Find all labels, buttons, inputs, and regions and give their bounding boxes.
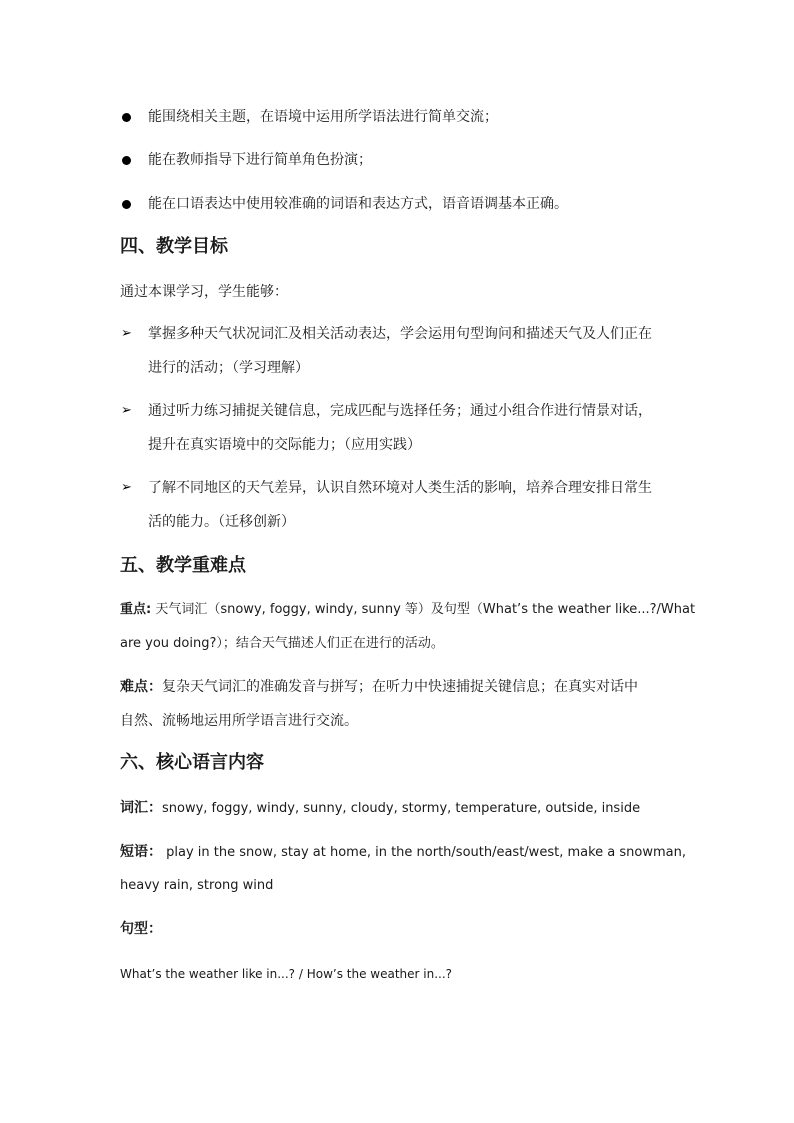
bullet-item: 能围绕相关主题，在语境中运用所学语法进行简单交流； (148, 109, 498, 125)
objective-item-line: 通过听力练习捕捉关键信息，完成匹配与选择任务；通过小组合作进行情景对话， (148, 403, 652, 419)
objective-item-line: 进行的活动；（学习理解） (148, 360, 309, 376)
vocabulary-text: snowy, foggy, windy, sunny, cloudy, stormy, temperature, outside, inside (162, 801, 641, 816)
section-heading-core-language: 六、核心语言内容 (120, 752, 264, 773)
objective-item-line: 活的能力。（迁移创新） (148, 514, 295, 530)
bullet-icon (122, 156, 131, 165)
key-point-text: 天气词汇（snowy, foggy, windy, sunny 等）及句型（What’s the weather like...?/What (155, 602, 696, 617)
objective-item-line: 了解不同地区的天气差异，认识自然环境对人类生活的影响，培养合理安排日常生 (148, 480, 652, 496)
phrase-label: 短语： (120, 844, 162, 860)
sentence-pattern-label: 句型： (120, 921, 162, 937)
bullet-item: 能在口语表达中使用较准确的词语和表达方式，语音语调基本正确。 (148, 196, 568, 212)
bullet-icon (122, 200, 131, 209)
difficulty-label: 难点： (120, 679, 162, 695)
arrow-bullet-icon: ➢ (121, 403, 132, 418)
key-point-label: 重点: (120, 602, 152, 617)
objective-item-line: 提升在真实语境中的交际能力；（应用实践） (148, 437, 421, 453)
difficulty-line: 自然、流畅地运用所学语言进行交流。 (120, 713, 358, 729)
section-heading-objectives: 四、教学目标 (120, 236, 228, 257)
key-point-line: are you doing?）；结合天气描述人们正在进行的活动。 (120, 636, 444, 651)
bullet-item: 能在教师指导下进行简单角色扮演； (148, 152, 372, 168)
vocabulary-line (120, 798, 640, 819)
section-heading-key-points: 五、教学重难点 (120, 555, 246, 576)
key-point-line (120, 600, 695, 620)
bullet-icon (122, 113, 131, 122)
arrow-bullet-icon: ➢ (121, 326, 132, 341)
objective-item-line: 掌握多种天气状况词汇及相关活动表达，学会运用句型询问和描述天气及人们正在 (148, 326, 652, 342)
arrow-bullet-icon: ➢ (121, 480, 132, 495)
vocabulary-label: 词汇： (120, 800, 162, 816)
phrase-line: heavy rain, strong wind (120, 878, 274, 893)
difficulty-line (120, 677, 638, 697)
sentence-pattern-text: What’s the weather like in...? / How’s the weather in...? (120, 967, 453, 981)
difficulty-text: 复杂天气词汇的准确发音与拼写；在听力中快速捕捉关键信息；在真实对话中 (162, 679, 638, 695)
phrase-text: play in the snow, stay at home, in the north/south/east/west, make a snowman, (166, 845, 686, 860)
objectives-intro: 通过本课学习，学生能够： (120, 284, 288, 300)
phrase-line (120, 842, 686, 863)
